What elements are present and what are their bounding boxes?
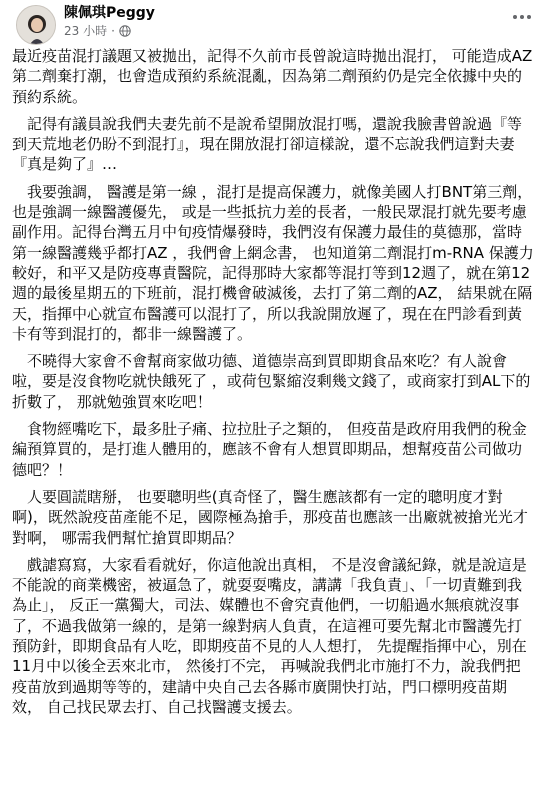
post-paragraph: 不曉得大家會不會幫商家做功德、道德崇高到買即期食品來吃？有人說會啦，要是沒食物吃就快餓死了 ，或荷包緊縮沒剩幾文錢了，或商家打到AL下的折數了， 那就勉強買來吃吧！	[12, 352, 531, 411]
author-name[interactable]: 陳佩琪Peggy	[64, 5, 155, 21]
post-paragraph: 我要強調， 醫護是第一線 ，混打是提高保護力，就像美國人打BNT第三劑，也是強調一線醫護優先， 或是一些抵抗力差的長者，一般民眾混打就先要考慮副作用。記得台灣五月中旬疫情爆發時，我們沒有保護力最佳的莫德那，當時第一線醫護幾乎都打AZ ，我們會上網念書， 也知道第二劑混打m-RNA 保護力較好，和平又是防疫專責醫院，記得那時大家都等混打等到12週了，就在第12週的最後星期五的下班前，混打機會破滅後，去打了第二劑的AZ， 結果就在隔天，指揮中心就宣布醫護可以混打了，所以我說開放遲了，現在在門診看到黃卡有等到混打的，都非一線醫護了。	[12, 182, 534, 343]
post-paragraph: 最近疫苗混打議題又被拋出，記得不久前市長曾說這時拋出混打， 可能造成AZ第二劑棄打潮，也會造成預約系統混亂，因為第二劑預約仍是完全依據中央的預約系統。	[12, 47, 533, 106]
meta-separator: ·	[111, 23, 115, 38]
post-paragraph: 人要圓謊瞎掰， 也要聰明些(真奇怪了，醫生應該都有一定的聰明度才對啊)，既然說疫苗產能不足，國際極為搶手，那疫苗也應該一出廠就被搶光光才對啊， 哪需我們幫忙搶買即期品？	[12, 487, 528, 547]
globe-icon[interactable]	[119, 25, 131, 37]
post-meta	[64, 22, 131, 39]
post-paragraph: 食物經嘴吃下，最多肚子痛、拉拉肚子之類的， 但疫苗是政府用我們的稅金編預算買的，是打進人體用的，應該不會有人想買即期品，想幫疫苗公司做功德吧？！	[12, 420, 527, 479]
post-paragraph: 記得有議員說我們夫妻先前不是說希望開放混打嗎，還說我臉書曾說過『等到天荒地老仍盼不到混打』，現在開放混打卻這樣說，還不忘說我們這對夫妻『真是夠了』…	[12, 114, 523, 174]
post-body	[12, 46, 535, 724]
post-header	[0, 0, 547, 44]
post-timestamp[interactable]: 23 小時	[64, 24, 108, 38]
post-paragraph: 戲謔寫寫，大家看看就好，你這他說出真相， 不是沒會議紀錄，就是說這是不能說的商業機密，被逼急了，就耍耍嘴皮，講講「我負責」、「一切責難到我為止」， 反正一黨獨大，司法、媒體也不會究責他們，一切船過水無痕就沒事了，不過我做第一線的，是第一線對病人負責，在這裡可要先幫北市醫護先打預防針，即期食品有人吃，即期疫苗不見的人人想打， 先提醒指揮中心，別在11月中以後全丟來北市， 然後打不完， 再喊說我們北市施打不力，說我們把疫苗放到過期等等的，建請中央自己去各縣市廣開快打站，門口標明疫苗期效， 自己找民眾去打、自己找醫護支援去。	[12, 555, 527, 716]
avatar[interactable]	[16, 5, 56, 45]
more-horizontal-icon[interactable]	[507, 4, 537, 30]
